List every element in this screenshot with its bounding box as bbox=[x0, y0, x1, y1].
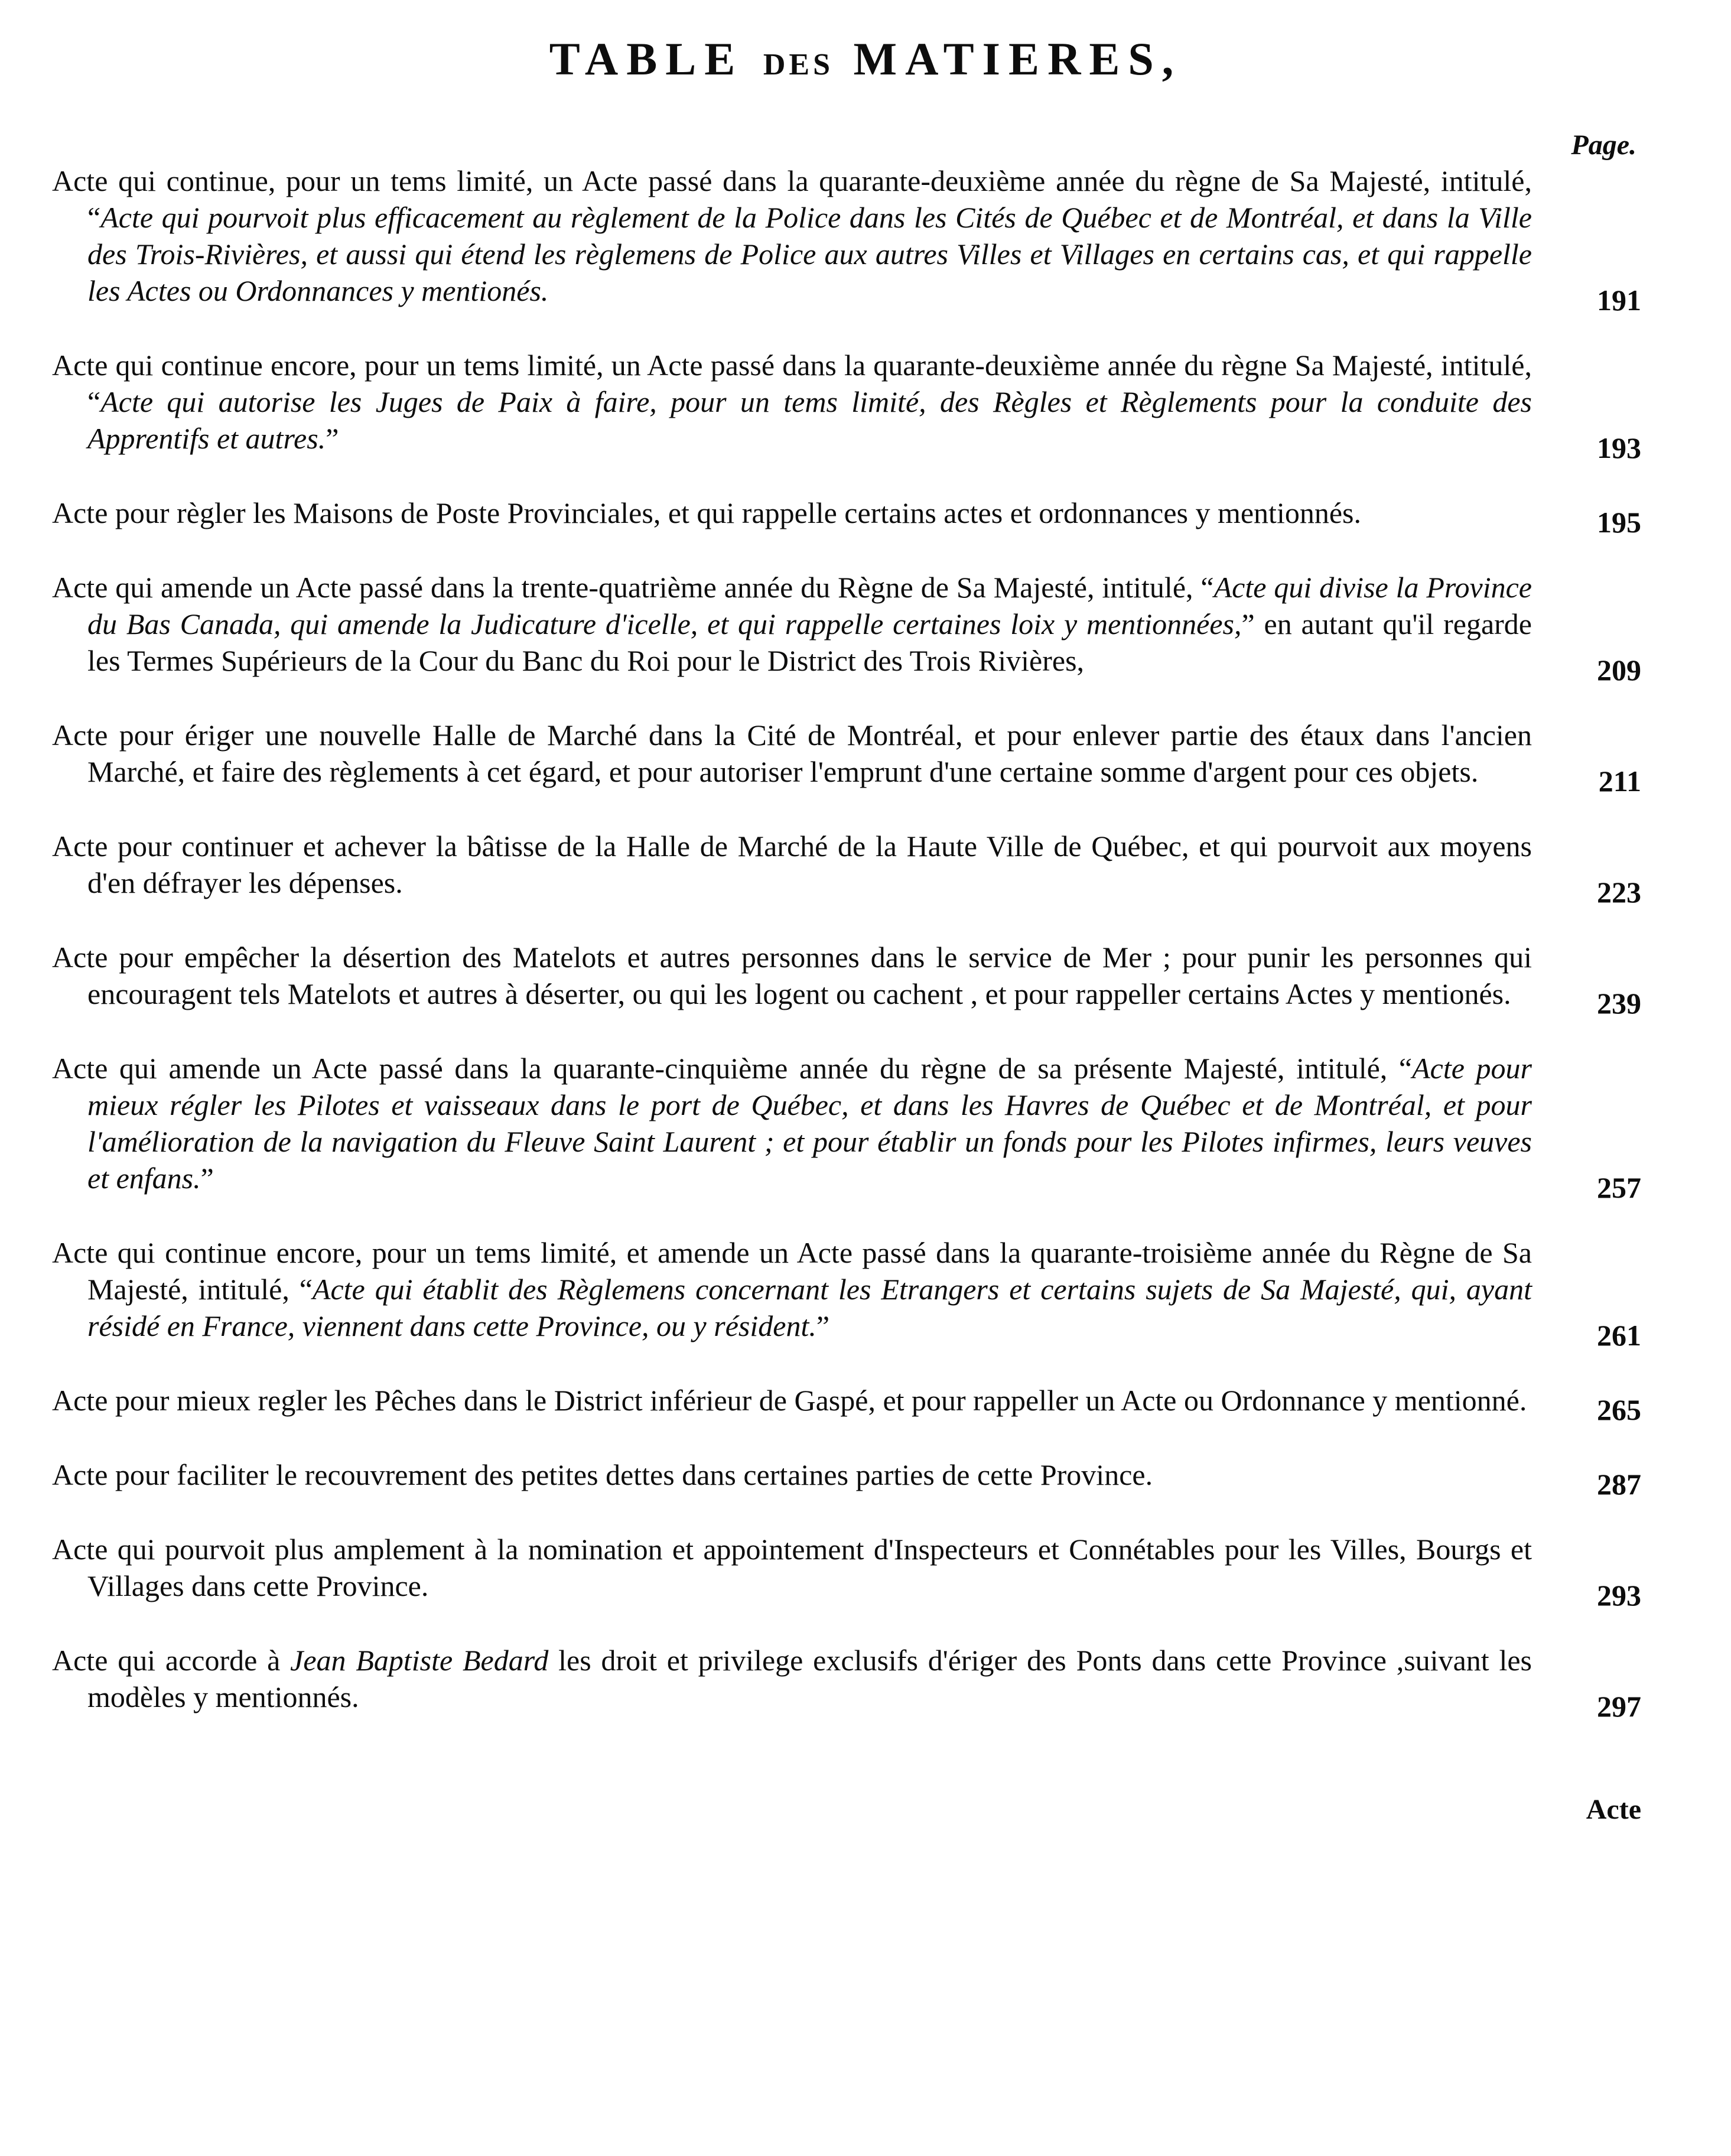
toc-entry bbox=[52, 347, 1641, 464]
entry-text-post: ” en autant qu'il regarde les Termes Supérieurs de la Cour du Banc du Roi pour le District des Trois Rivières, bbox=[87, 607, 1532, 677]
toc-entry bbox=[52, 828, 1641, 909]
entry-page-number: 287 bbox=[1597, 1468, 1641, 1501]
toc-entry bbox=[52, 1234, 1641, 1352]
toc-entry bbox=[52, 717, 1641, 798]
entry-text-post: ” bbox=[816, 1309, 830, 1342]
entry-page-number: 265 bbox=[1597, 1393, 1641, 1426]
entry-text bbox=[52, 569, 1532, 679]
entry-text-pre: Acte qui accorde à bbox=[52, 1644, 291, 1677]
entry-text-post: les droit et privilege exclusifs d'ériger des Ponts dans cette Province ,suivant les modèles y mentionnés. bbox=[87, 1644, 1532, 1713]
entry-page-number: 195 bbox=[1597, 506, 1641, 539]
entry-text-pre: Acte qui continue encore, pour un tems limité, un Acte passé dans la quarante-deuxième année du règne Sa Majesté, intitulé, “ bbox=[52, 349, 1532, 418]
entry-text bbox=[52, 1382, 1532, 1419]
toc-entry bbox=[52, 1382, 1641, 1426]
toc-entry bbox=[52, 1456, 1641, 1501]
toc-entry bbox=[52, 1531, 1641, 1612]
entry-text-italic: Acte qui établit des Règlemens concernant les Etrangers et certains sujets de Sa Majesté, qui, ayant résidé en France, viennent dans cette Province, ou y résident. bbox=[87, 1273, 1532, 1342]
toc-entry bbox=[52, 569, 1641, 687]
toc-entry bbox=[52, 162, 1641, 317]
entry-text-pre: Acte pour empêcher la désertion des Matelots et autres personnes dans le service de Mer ; pour punir les personnes qui encouragent tels Matelots et autres à déserter, ou qui les logent ou cachent , et pour rappeller certains Actes y mentionés. bbox=[52, 941, 1532, 1010]
entry-text-pre: Acte qui amende un Acte passé dans la quarante-cinquième année du règne de sa présente Majesté, intitulé, “ bbox=[52, 1052, 1413, 1085]
entry-text-post: ” bbox=[200, 1162, 214, 1195]
entry-page-number: 193 bbox=[1597, 431, 1641, 464]
entry-text bbox=[52, 1531, 1532, 1604]
entry-text bbox=[52, 347, 1532, 457]
entry-text-pre: Acte pour continuer et achever la bâtisse de la Halle de Marché de la Haute Ville de Québec, et qui pourvoit aux moyens d'en défrayer les dépenses. bbox=[52, 830, 1532, 899]
entry-text bbox=[52, 162, 1532, 309]
entry-text-pre: Acte pour faciliter le recouvrement des petites dettes dans certaines parties de cette Province. bbox=[52, 1458, 1153, 1491]
entry-text-pre: Acte qui continue encore, pour un tems limité, et amende un Acte passé dans la quarante-troisième année du Règne de Sa Majesté, intitulé, “ bbox=[52, 1236, 1532, 1306]
entry-text bbox=[52, 1050, 1532, 1196]
entry-text bbox=[52, 1234, 1532, 1344]
entry-text-pre: Acte pour mieux regler les Pêches dans le District inférieur de Gaspé, et pour rappeller un Acte ou Ordonnance y mentionné. bbox=[52, 1384, 1527, 1417]
entry-page-number: 261 bbox=[1597, 1319, 1641, 1352]
entry-text bbox=[52, 495, 1532, 531]
page-title bbox=[0, 32, 1731, 86]
entry-text-pre: Acte pour règler les Maisons de Poste Provinciales, et qui rappelle certains actes et ordonnances y mentionnés. bbox=[52, 496, 1361, 529]
toc-entry bbox=[52, 495, 1641, 539]
entry-text-italic: Acte qui pourvoit plus efficacement au règlement de la Police dans les Cités de Québec et de Montréal, et dans la Ville des Trois-Rivières, et aussi qui étend les règlemens de Police aux autres Villes et Villages en certains cas, et qui rappelle les Actes ou Ordonnances y mentionés. bbox=[87, 201, 1532, 307]
entry-text bbox=[52, 939, 1532, 1012]
entry-text bbox=[52, 717, 1532, 790]
entry-text bbox=[52, 1456, 1532, 1493]
entry-text-pre: Acte qui amende un Acte passé dans la trente-quatrième année du Règne de Sa Majesté, intitulé, “ bbox=[52, 571, 1214, 604]
table-of-contents bbox=[52, 162, 1641, 1753]
entry-page-number: 223 bbox=[1597, 876, 1641, 909]
entry-text bbox=[52, 1642, 1532, 1715]
title-table: TABLE bbox=[549, 33, 744, 84]
entry-text-italic: Acte qui divise la Province du Bas Canada, qui amende la Judicature d'icelle, et qui rappelle certaines loix y mentionnées, bbox=[87, 571, 1532, 640]
entry-text-post: ” bbox=[326, 422, 339, 455]
entry-page-number: 293 bbox=[1597, 1579, 1641, 1612]
entry-page-number: 297 bbox=[1597, 1690, 1641, 1723]
entry-page-number: 211 bbox=[1598, 765, 1641, 798]
entry-text bbox=[52, 828, 1532, 901]
entry-text-pre: Acte qui pourvoit plus amplement à la nomination et appointement d'Inspecteurs et Connétables pour les Villes, Bourgs et Villages dans cette Province. bbox=[52, 1533, 1532, 1602]
entry-text-italic: Acte qui autorise les Juges de Paix à faire, pour un tems limité, des Règles et Règlements pour la conduite des Apprentifs et autres. bbox=[87, 385, 1532, 455]
catchword: Acte bbox=[1586, 1794, 1641, 1825]
toc-entry bbox=[52, 1642, 1641, 1723]
title-matieres: MATIERES, bbox=[853, 33, 1182, 84]
page-column-label: Page. bbox=[1571, 129, 1636, 161]
toc-entry bbox=[52, 1050, 1641, 1204]
entry-page-number: 239 bbox=[1597, 987, 1641, 1020]
title-des: DES bbox=[763, 48, 834, 82]
entry-page-number: 257 bbox=[1597, 1171, 1641, 1204]
entry-text-pre: Acte qui continue, pour un tems limité, un Acte passé dans la quarante-deuxième année du règne de Sa Majesté, intitulé, “ bbox=[52, 164, 1532, 234]
entry-text-italic: Jean Baptiste Bedard bbox=[290, 1644, 549, 1677]
entry-page-number: 209 bbox=[1597, 653, 1641, 687]
entry-text-pre: Acte pour ériger une nouvelle Halle de Marché dans la Cité de Montréal, et pour enlever partie des étaux dans l'ancien Marché, et faire des règlements à cet égard, et pour autoriser l'emprunt d'une certaine somme d'argent pour ces objets. bbox=[52, 718, 1532, 788]
entry-text-italic: Acte pour mieux régler les Pilotes et vaisseaux dans le port de Québec, et dans les Havres de Québec et de Montréal, et pour l'amélioration de la navigation du Fleuve Saint Laurent ; et pour établir un fonds pour les Pilotes infirmes, leurs veuves et enfans. bbox=[87, 1052, 1532, 1195]
entry-page-number: 191 bbox=[1597, 284, 1641, 317]
toc-entry bbox=[52, 939, 1641, 1020]
